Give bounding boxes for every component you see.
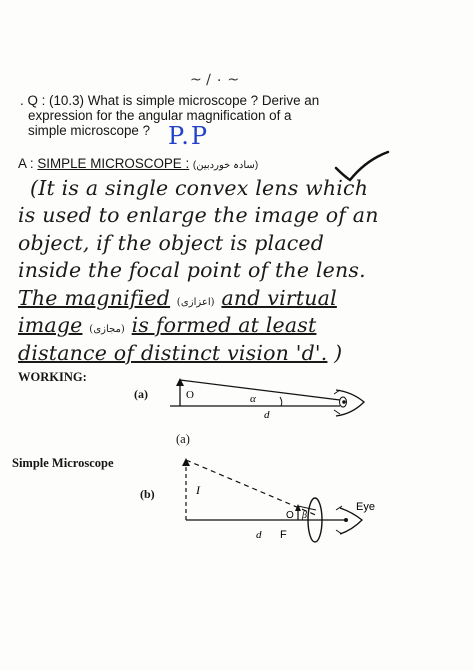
figure-a-label: (a) xyxy=(134,387,148,401)
fig-a-o: O xyxy=(186,389,194,401)
answer-urdu: (سادہ خوردبین) xyxy=(192,160,259,171)
fig-b-F: F xyxy=(280,529,287,541)
fig-b-I: I xyxy=(196,483,200,497)
handwritten-line-3: object, if the object is placed xyxy=(18,231,325,255)
handwritten-line-5: The magnified (اعزازی) and virtual xyxy=(18,286,337,310)
top-scribble: ~ ∕ ٠ ~ xyxy=(190,72,240,88)
fig-a-d: d xyxy=(264,409,270,421)
handwritten-line-7: distance of distinct vision 'd'. ) xyxy=(18,341,343,365)
handwritten-line-2: is used to enlarge the image of an xyxy=(18,203,379,227)
fig-b-O: O xyxy=(286,510,294,521)
fig-b-eye: Eye xyxy=(356,501,375,513)
figure-a xyxy=(170,378,364,421)
answer-prefix: A : xyxy=(18,156,34,171)
handwritten-line-1: (It is a single convex lens which xyxy=(30,176,369,200)
fig-a-alpha: α xyxy=(250,393,256,405)
answer-title: SIMPLE MICROSCOPE : xyxy=(37,156,190,171)
pp-annotation: P.P xyxy=(168,122,210,150)
question-line-3: simple microscope ? xyxy=(28,123,151,138)
question-line-1: . Q : (10.3) What is simple microscope ? Derive an xyxy=(20,93,320,108)
handwritten-line-6: image (مجازی) is formed at least xyxy=(18,313,317,337)
question-line-2: expression for the angular magnification of a xyxy=(28,108,292,123)
fig-b-beta: β xyxy=(302,510,307,521)
working-label: WORKING: xyxy=(18,370,87,384)
figure-b-label: (b) xyxy=(140,487,155,501)
handwritten-line-4: inside the focal point of the lens. xyxy=(18,258,366,282)
section-title: Simple Microscope xyxy=(12,456,114,470)
fig-b-d: d xyxy=(256,529,262,541)
figure-a-caption: (a) xyxy=(176,432,190,446)
figure-b xyxy=(182,458,375,542)
